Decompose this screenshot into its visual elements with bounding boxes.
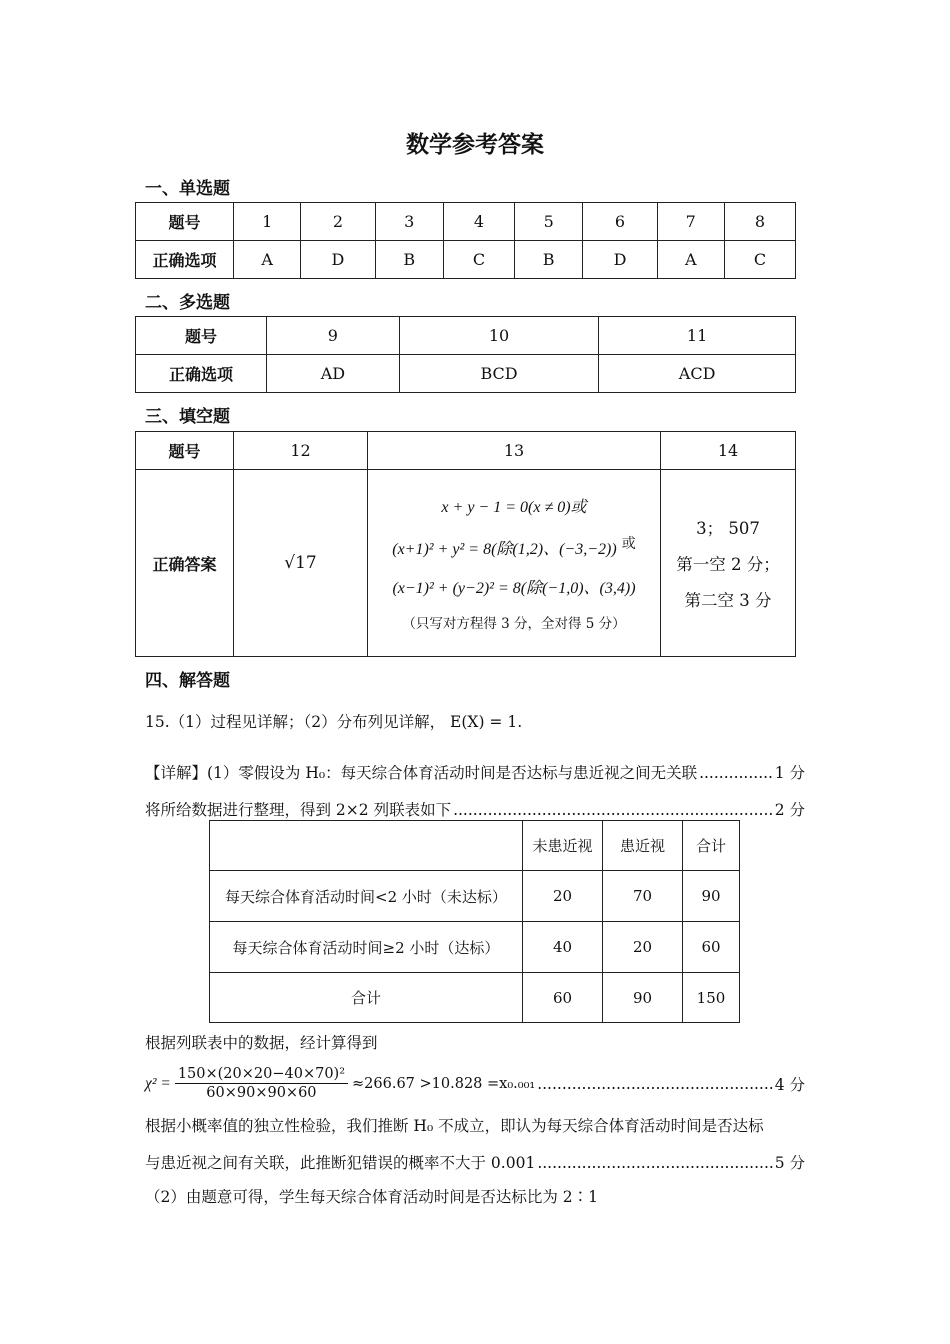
answer-q13 [368,470,661,657]
conclusion-line-1: 根据小概率值的独立性检验，我们推断 H₀ 不成立，即认为每天综合体育活动时间是否达标 [145,1117,764,1135]
q13-equation-line: x + y − 1 = 0(x ≠ 0)或 [441,499,587,516]
conclusion-text: 与患近视之间有关联，此推断犯错误的概率不大于 0.001 [145,1154,536,1172]
leader-dots [537,1154,772,1172]
table-label-answer: 正确选项 [136,355,267,393]
question-number: 5 [514,203,582,241]
detail-line [145,761,805,783]
part2-line: （2）由题意可得，学生每天综合体育活动时间是否达标比为 2∶1 [145,1188,599,1206]
question-number: 8 [724,203,795,241]
contingency-header: 患近视 [603,821,683,871]
answer-cell: C [724,241,795,279]
contingency-cell: 20 [523,871,603,922]
table-label-answer: 正确选项 [136,241,234,279]
contingency-row-label: 每天综合体育活动时间≥2 小时（达标） [210,922,523,973]
q13-equation-line: (x−1)² + (y−2)² = 8(除(−1,0)、(3,4)) [392,580,636,597]
table-intro-text: 将所给数据进行整理，得到 2×2 列联表如下 [145,801,452,819]
chi-numerator: 150×(20×20−40×70)² [175,1066,348,1084]
table-label-number: 题号 [136,317,267,355]
q13-or-text: 或 [621,536,636,552]
contingency-cell: 150 [683,973,740,1023]
detail-score: 1 分 [774,764,805,782]
calc-intro: 根据列联表中的数据，经计算得到 [145,1034,378,1052]
contingency-row-label: 每天综合体育活动时间<2 小时（未达标） [210,871,523,922]
question-number: 3 [375,203,443,241]
contingency-header [210,821,523,871]
conclusion-line-2 [145,1151,805,1173]
table-intro-line [145,798,805,820]
contingency-cell: 90 [603,973,683,1023]
contingency-table [209,820,740,1023]
table-label-number: 题号 [136,432,234,470]
answer-cell: A [234,241,301,279]
answer-cell: D [583,241,657,279]
q13-scoring-note: （只写对方程得 3 分，全对得 5 分） [402,616,626,632]
chi-square-line [145,1066,805,1101]
question-number: 9 [267,317,400,355]
answer-cell: B [375,241,443,279]
question-number: 6 [583,203,657,241]
contingency-cell: 40 [523,922,603,973]
question-number: 7 [657,203,724,241]
contingency-cell: 20 [603,922,683,973]
section-heading-single-choice: 一、单选题 [145,179,230,199]
answer-cell: A [657,241,724,279]
question-number: 1 [234,203,301,241]
q14-score-line: 第二空 3 分 [684,591,772,610]
question-number: 14 [661,432,796,470]
answer-cell: C [443,241,514,279]
multi-choice-table [135,316,796,393]
question-number: 4 [443,203,514,241]
contingency-cell: 90 [683,871,740,922]
page-title: 数学参考答案 [406,132,544,158]
conclusion-score: 5 分 [774,1154,805,1172]
contingency-cell: 60 [523,973,603,1023]
chi-lhs: χ² = [145,1074,171,1092]
q14-answer-line: 3； 507 [696,519,760,538]
answer-cell: D [301,241,375,279]
q15-summary: 15.（1）过程见详解；（2）分布列见详解， E(X) = 1. [145,713,523,731]
fill-in-table [135,431,796,657]
section-heading-fill-in: 三、填空题 [145,407,230,427]
answer-cell: AD [267,355,400,393]
question-number: 12 [234,432,368,470]
q13-equation-line [368,533,660,559]
section-heading-multi-choice: 二、多选题 [145,293,230,313]
table-label-number: 题号 [136,203,234,241]
question-number: 10 [399,317,598,355]
contingency-cell: 60 [683,922,740,973]
chi-rhs: ≈266.67 >10.828 =x₀.₀₀₁ [352,1075,536,1092]
table-intro-score: 2 分 [774,801,805,819]
q13-equation-text: (x+1)² + y² = 8(除(1,2)、(−3,−2)) [392,541,617,558]
question-number: 13 [368,432,661,470]
question-number: 11 [599,317,796,355]
chi-denominator: 60×90×90×60 [206,1085,317,1101]
contingency-cell: 70 [603,871,683,922]
contingency-header: 未患近视 [523,821,603,871]
detail-text: 【详解】(1）零假设为 H₀：每天综合体育活动时间是否达标与患近视之间无关联 [145,764,698,782]
contingency-row-label: 合计 [210,973,523,1023]
question-number: 2 [301,203,375,241]
leader-dots [537,1075,773,1093]
answer-q12: √17 [234,470,368,657]
chi-fraction [175,1066,348,1101]
answer-cell: ACD [599,355,796,393]
contingency-header: 合计 [683,821,740,871]
table-label-answer: 正确答案 [136,470,234,657]
answer-cell: B [514,241,582,279]
section-heading-solutions: 四、解答题 [145,671,230,691]
answer-cell: BCD [399,355,598,393]
leader-dots [699,764,773,782]
leader-dots [453,801,773,819]
chi-score: 4 分 [774,1075,805,1094]
answer-q14 [661,470,796,657]
q14-score-line: 第一空 2 分； [676,555,780,574]
single-choice-table [135,202,796,279]
